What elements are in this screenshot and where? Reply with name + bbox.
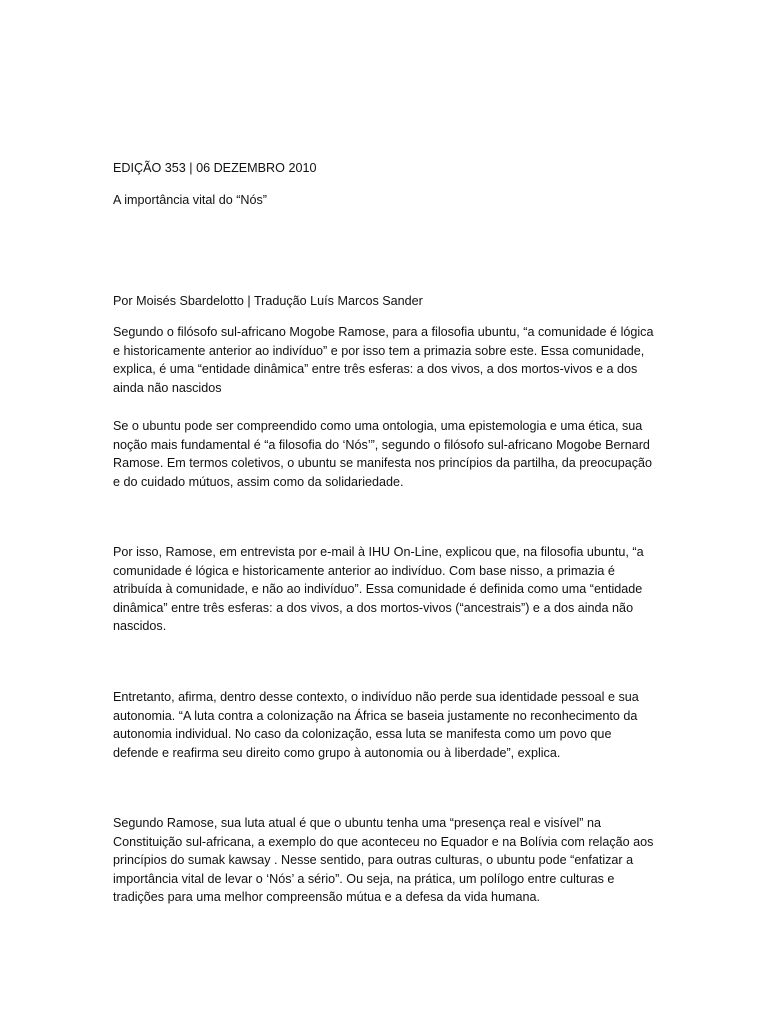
article-title: A importância vital do “Nós” [113,193,267,207]
paragraph-1: Segundo o filósofo sul-africano Mogobe Ramose, para a filosofia ubuntu, “a comunidade é lógica e historicamente anterior ao indivíduo” e por isso tem a primazia sobre este. Essa comunidade, explica, é uma “entidade dinâmica” entre três esferas: a dos vivos, a dos mortos-vivos e a dos ainda não nascidos [113,325,654,395]
byline: Por Moisés Sbardelotto | Tradução Luís Marcos Sander [113,294,423,308]
paragraph-2: Se o ubuntu pode ser compreendido como uma ontologia, uma epistemologia e uma ética, sua noção mais fundamental é “a filosofia do ‘Nós’”, segundo o filósofo sul-africano Mogobe Bernard Ramose. Em termos coletivos, o ubuntu se manifesta nos princípios da partilha, da preocupação e do cuidado mútuos, assim como da solidariedade. [113,419,653,489]
paragraph-4: Entretanto, afirma, dentro desse contexto, o indivíduo não perde sua identidade pessoal e sua autonomia. “A luta contra a colonização na África se baseia justamente no reconhecimento da autonomia individual. No caso da colonização, essa luta se manifesta como um povo que defende e reafirma seu direito como grupo à autonomia ou à liberdade”, explica. [113,690,639,760]
edition-line: EDIÇÃO 353 | 06 DEZEMBRO 2010 [113,161,317,175]
paragraph-3: Por isso, Ramose, em entrevista por e-mail à IHU On-Line, explicou que, na filosofia ubuntu, “a comunidade é lógica e historicamente anterior ao indivíduo. Com base nisso, a primazia é atribuída à comunidade, e não ao indivíduo”. Essa comunidade é definida como uma “entidade dinâmica” entre três esferas: a dos vivos, a dos mortos-vivos (“ancestrais”) e a dos ainda não nascidos. [113,545,644,633]
paragraph-5: Segundo Ramose, sua luta atual é que o ubuntu tenha uma “presença real e visível” na Constituição sul-africana, a exemplo do que aconteceu no Equador e na Bolívia com relação aos princípios do sumak kawsay . Nesse sentido, para outras culturas, o ubuntu pode “enfatizar a importância vital de levar o ‘Nós’ a sério”. Ou seja, na prática, um polílogo entre culturas e tradições para uma melhor compreensão mútua e a defesa da vida humana. [113,816,654,904]
